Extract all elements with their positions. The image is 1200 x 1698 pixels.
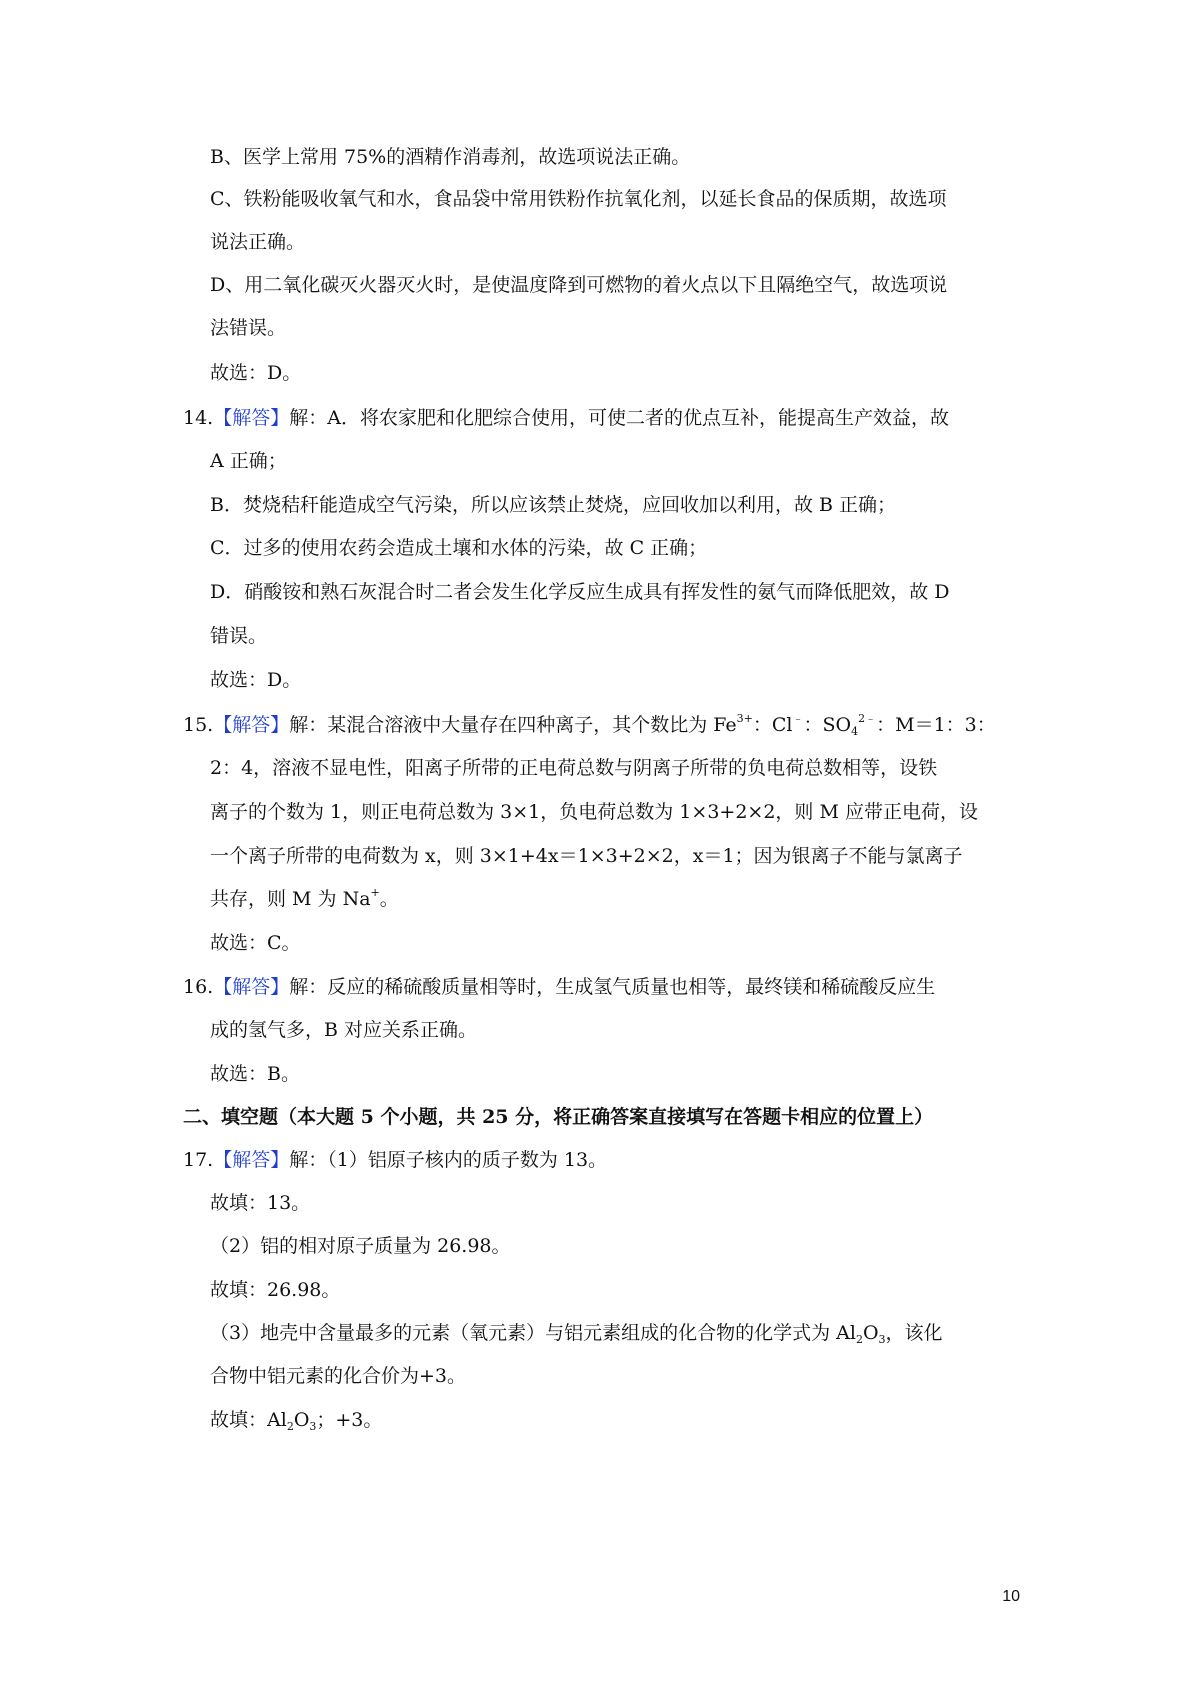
answer-text: 解：反应的稀硫酸质量相等时，生成氢气质量也相等，最终镁和稀硫酸反应生: [289, 976, 936, 998]
text-line: 离子的个数为 1，则正电荷总数为 3×1，负电荷总数为 1×3+2×2，则 M 应带正电荷，设: [210, 801, 978, 823]
text-line: C．过多的使用农药会造成土壤和水体的污染，故 C 正确；: [210, 537, 708, 559]
text-line: 故选：D。: [210, 669, 302, 691]
answer-text: ：SO: [803, 714, 852, 736]
text-line: 一个离子所带的电荷数为 x，则 3×1+4x＝1×3+2×2，x＝1；因为银离子不能与氯离子: [210, 845, 963, 867]
subscript: 2: [855, 1333, 863, 1346]
answer-tag: 【解答】: [213, 976, 290, 998]
text-line: 故选：B。: [210, 1063, 300, 1085]
page-number: 10: [1002, 1588, 1020, 1605]
section-heading: 二、填空题（本大题 5 个小题，共 25 分，将正确答案直接填写在答题卡相应的位置上）: [183, 1106, 934, 1128]
text-segment: （3）地壳中含量最多的元素（氧元素）与铝元素组成的化合物的化学式为 Al: [210, 1322, 856, 1344]
text-line: 故填：26.98。: [210, 1279, 341, 1301]
text-line: 说法正确。: [210, 231, 306, 253]
superscript: +: [370, 886, 380, 899]
text-segment: ；+3。: [316, 1409, 383, 1431]
text-line: 故选：C。: [210, 932, 301, 954]
text-line: 成的氢气多，B 对应关系正确。: [210, 1019, 478, 1041]
answer-text: 解：A．将农家肥和化肥综合使用，可使二者的优点互补，能提高生产效益，故: [289, 407, 949, 429]
subscript: 4: [851, 725, 859, 738]
answer-17: [183, 1151, 607, 1170]
answer-tag: 【解答】: [213, 407, 290, 429]
text-line: 法错误。: [210, 317, 287, 339]
text-segment: 故填：Al: [210, 1409, 287, 1431]
question-number: 17.: [183, 1149, 214, 1171]
answer-text: ：Cl: [752, 714, 793, 736]
text-line: 2：4，溶液不显电性，阳离子所带的正电荷总数与阴离子所带的负电荷总数相等，设铁: [210, 757, 938, 779]
text-line: （2）铝的相对原子质量为 26.98。: [210, 1235, 511, 1257]
answer-text: 解：某混合溶液中大量存在四种离子，其个数比为 Fe: [289, 714, 737, 736]
superscript: 3+: [736, 712, 753, 725]
text-line: B、医学上常用 75%的酒精作消毒剂，故选项说法正确。: [210, 146, 691, 168]
text-line: 故选：D。: [210, 362, 302, 384]
answer-tag: 【解答】: [213, 1149, 290, 1171]
superscript: ﹣: [792, 712, 804, 725]
text-line: 故填：13。: [210, 1192, 311, 1214]
text-line: [210, 1409, 383, 1433]
text-segment: ，该化: [885, 1322, 943, 1344]
subscript: 3: [878, 1333, 886, 1346]
text-line: D．硝酸铵和熟石灰混合时二者会发生化学反应生成具有挥发性的氨气而降低肥效，故 D: [210, 581, 950, 603]
answer-16: [183, 978, 935, 997]
text-line: C、铁粉能吸收氧气和水，食品袋中常用铁粉作抗氧化剂，以延长食品的保质期，故选项: [210, 188, 947, 210]
text-line: B．焚烧秸秆能造成空气污染，所以应该禁止焚烧，应回收加以利用，故 B 正确；: [210, 494, 897, 516]
text-line: [210, 1322, 943, 1346]
question-number: 14.: [183, 407, 214, 429]
answer-14: [183, 409, 949, 428]
superscript: 2﹣: [858, 712, 877, 725]
text-segment: 。: [379, 888, 399, 910]
text-line: A 正确；: [210, 450, 287, 472]
text-line: D、用二氧化碳灭火器灭火时，是使温度降到可燃物的着火点以下且隔绝空气，故选项说: [210, 274, 948, 296]
text-segment: 共存，则 M 为 Na: [210, 888, 371, 910]
question-number: 16.: [183, 976, 214, 998]
subscript: 2: [286, 1420, 294, 1433]
question-number: 15.: [183, 714, 214, 736]
text-line: 错误。: [210, 625, 268, 647]
answer-15: [183, 712, 996, 738]
answer-text: ：M＝1：3：: [876, 714, 996, 736]
text-segment: O: [862, 1322, 879, 1344]
text-segment: O: [293, 1409, 310, 1431]
answer-tag: 【解答】: [213, 714, 290, 736]
answer-text: 解：（1）铝原子核内的质子数为 13。: [289, 1149, 608, 1171]
subscript: 3: [309, 1420, 317, 1433]
text-line: 合物中铝元素的化合价为+3。: [210, 1365, 467, 1387]
text-line: [210, 886, 399, 910]
